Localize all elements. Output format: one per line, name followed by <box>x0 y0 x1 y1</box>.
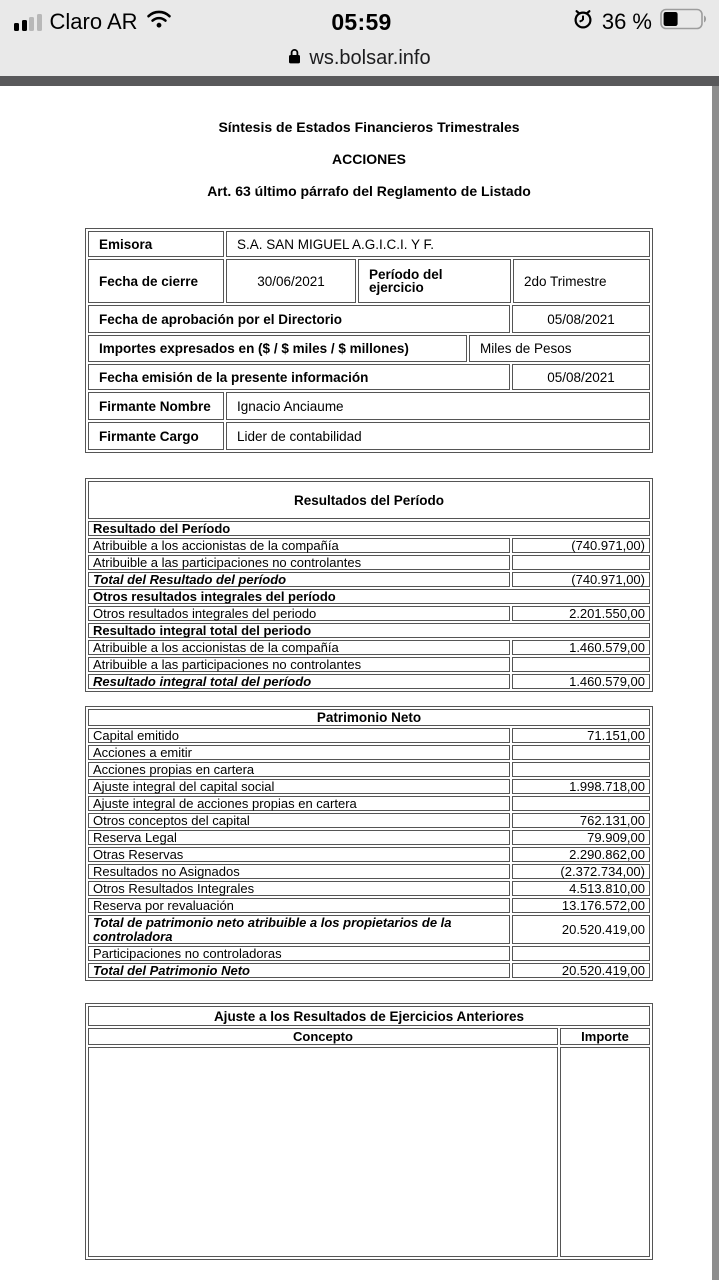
table-row <box>88 881 650 896</box>
concepto-column-header: Concepto <box>88 1028 558 1045</box>
table-row <box>88 606 650 621</box>
row-label: Otros Resultados Integrales <box>88 881 510 896</box>
fecha-emision-value: 05/08/2021 <box>512 364 650 390</box>
row-label: Otras Reservas <box>88 847 510 862</box>
row-label: Atribuible a las participaciones no controlantes <box>88 657 510 672</box>
wifi-icon <box>146 9 172 35</box>
row-label: Resultado integral total del período <box>88 674 510 689</box>
importe-empty-cell <box>560 1047 650 1257</box>
row-value <box>512 796 650 811</box>
patrimonio-table <box>85 706 653 981</box>
table-row <box>88 538 650 553</box>
scrollbar-thumb[interactable] <box>712 86 719 1280</box>
ajuste-table <box>85 1003 653 1260</box>
row-label: Ajuste integral de acciones propias en cartera <box>88 796 510 811</box>
issuer-info-table <box>85 228 653 453</box>
row-value: 4.513.810,00 <box>512 881 650 896</box>
table-empty-body-row <box>88 1047 650 1257</box>
resultados-table <box>85 478 653 692</box>
table-row <box>88 305 650 333</box>
table-row <box>88 813 650 828</box>
importe-column-header: Importe <box>560 1028 650 1045</box>
document-article-line: Art. 63 último párrafo del Reglamento de Listado <box>207 183 531 199</box>
row-label: Total del Resultado del período <box>88 572 510 587</box>
row-value: 762.131,00 <box>512 813 650 828</box>
url-host: ws.bolsar.info <box>309 46 431 69</box>
row-label: Atribuible a los accionistas de la compañía <box>88 640 510 655</box>
row-value: (2.372.734,00) <box>512 864 650 879</box>
row-label: Total del Patrimonio Neto <box>88 963 510 978</box>
table-row <box>88 796 650 811</box>
status-bar <box>0 0 719 42</box>
url-bar[interactable] <box>0 42 719 74</box>
table-row <box>88 422 650 450</box>
row-value <box>512 762 650 777</box>
table-row <box>88 745 650 760</box>
table-title-row <box>88 481 650 519</box>
row-label: Acciones propias en cartera <box>88 762 510 777</box>
row-value: (740.971,00) <box>512 572 650 587</box>
document-titles <box>85 119 653 199</box>
table-row <box>88 898 650 913</box>
periodo-ejercicio-label: Período del ejercicio <box>358 259 511 303</box>
row-value: 13.176.572,00 <box>512 898 650 913</box>
table-row <box>88 555 650 570</box>
emisora-label: Emisora <box>88 231 224 257</box>
table-row <box>88 640 650 655</box>
table-title-row <box>88 709 650 726</box>
table-row <box>88 521 650 536</box>
row-label: Reserva por revaluación <box>88 898 510 913</box>
fecha-emision-label: Fecha emisión de la presente información <box>88 364 510 390</box>
row-value: 20.520.419,00 <box>512 915 650 944</box>
table-row <box>88 674 650 689</box>
row-label: Atribuible a los accionistas de la compañía <box>88 538 510 553</box>
table-row <box>88 364 650 390</box>
browser-chrome <box>0 0 719 76</box>
row-value <box>512 657 650 672</box>
document-title: Síntesis de Estados Financieros Trimestrales <box>218 119 520 135</box>
row-value: 2.290.862,00 <box>512 847 650 862</box>
table-row <box>88 335 650 362</box>
table-row <box>88 946 650 961</box>
row-value <box>512 555 650 570</box>
firmante-nombre-label: Firmante Nombre <box>88 392 224 420</box>
ajuste-table-title: Ajuste a los Resultados de Ejercicios Anteriores <box>88 1006 650 1026</box>
table-row <box>88 864 650 879</box>
row-label: Otros conceptos del capital <box>88 813 510 828</box>
row-section-label: Resultado del Período <box>88 521 650 536</box>
fecha-cierre-label: Fecha de cierre <box>88 259 224 303</box>
table-row <box>88 847 650 862</box>
importes-value: Miles de Pesos <box>469 335 650 362</box>
fecha-cierre-value: 30/06/2021 <box>226 259 356 303</box>
row-label: Total de patrimonio neto atribuible a los propietarios de la controladora <box>88 915 510 944</box>
table-row <box>88 392 650 420</box>
row-value <box>512 745 650 760</box>
document-subtitle: ACCIONES <box>332 151 406 167</box>
page-top-divider <box>0 76 719 86</box>
table-row <box>88 259 650 303</box>
table-row <box>88 572 650 587</box>
carrier-label: Claro AR <box>49 9 138 34</box>
row-label: Otros resultados integrales del periodo <box>88 606 510 621</box>
row-label: Acciones a emitir <box>88 745 510 760</box>
table-row <box>88 762 650 777</box>
table-header-row <box>88 1028 650 1045</box>
table-row <box>88 830 650 845</box>
lock-icon <box>288 48 301 69</box>
firmante-cargo-label: Firmante Cargo <box>88 422 224 450</box>
cellular-signal-icon <box>14 13 42 31</box>
row-section-label: Resultado integral total del periodo <box>88 623 650 638</box>
fecha-aprobacion-label: Fecha de aprobación por el Directorio <box>88 305 510 333</box>
table-row <box>88 915 650 944</box>
battery-icon <box>660 8 709 36</box>
table-row <box>88 728 650 743</box>
row-value: 79.909,00 <box>512 830 650 845</box>
table-title-row <box>88 1006 650 1026</box>
emisora-value: S.A. SAN MIGUEL A.G.I.C.I. Y F. <box>226 231 650 257</box>
table-row <box>88 657 650 672</box>
row-label: Resultados no Asignados <box>88 864 510 879</box>
row-label: Participaciones no controladoras <box>88 946 510 961</box>
document <box>0 119 653 1260</box>
row-value: (740.971,00) <box>512 538 650 553</box>
alarm-icon <box>572 8 594 36</box>
battery-percent-label: 36 % <box>601 9 652 34</box>
table-row <box>88 623 650 638</box>
row-value: 1.998.718,00 <box>512 779 650 794</box>
firmante-cargo-value: Lider de contabilidad <box>226 422 650 450</box>
row-value: 71.151,00 <box>512 728 650 743</box>
table-row <box>88 231 650 257</box>
row-label: Ajuste integral del capital social <box>88 779 510 794</box>
row-section-label: Otros resultados integrales del período <box>88 589 650 604</box>
row-label: Atribuible a las participaciones no controlantes <box>88 555 510 570</box>
row-value <box>512 946 650 961</box>
row-value: 1.460.579,00 <box>512 640 650 655</box>
firmante-nombre-value: Ignacio Anciaume <box>226 392 650 420</box>
row-value: 1.460.579,00 <box>512 674 650 689</box>
clock-time: 05:59 <box>331 8 392 35</box>
patrimonio-table-title: Patrimonio Neto <box>88 709 650 726</box>
row-value: 2.201.550,00 <box>512 606 650 621</box>
row-value: 20.520.419,00 <box>512 963 650 978</box>
fecha-aprobacion-value: 05/08/2021 <box>512 305 650 333</box>
periodo-ejercicio-value: 2do Trimestre <box>513 259 650 303</box>
concepto-empty-cell <box>88 1047 558 1257</box>
row-label: Capital emitido <box>88 728 510 743</box>
importes-label: Importes expresados en ($ / $ miles / $ millones) <box>88 335 467 362</box>
resultados-table-title: Resultados del Período <box>88 481 650 519</box>
table-row <box>88 779 650 794</box>
table-row <box>88 963 650 978</box>
row-label: Reserva Legal <box>88 830 510 845</box>
table-row <box>88 589 650 604</box>
